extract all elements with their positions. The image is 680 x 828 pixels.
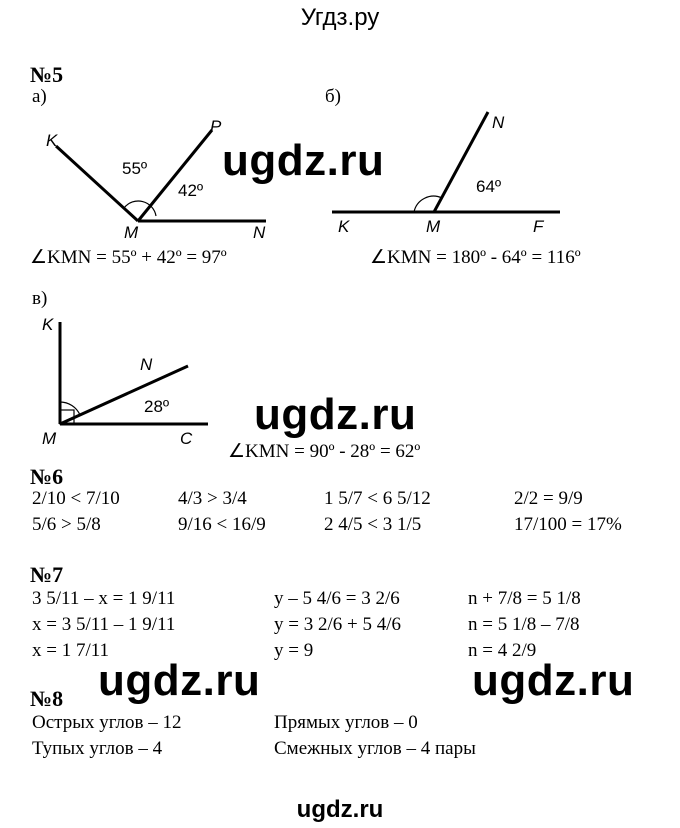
angle-nmc: 28º: [144, 397, 170, 416]
n8-item: Тупых углов – 4: [32, 738, 163, 759]
n7-line: n = 5 1/8 – 7/8: [468, 614, 580, 635]
n6-item: 5/6 > 5/8: [32, 514, 101, 535]
n7-line: n + 7/8 = 5 1/8: [468, 588, 581, 609]
watermark: ugdz.ru: [222, 136, 385, 185]
equation-v: ∠KMN = 90º - 28º = 62º: [228, 441, 421, 462]
n7-line: n = 4 2/9: [468, 640, 537, 661]
part-v-label: в): [32, 288, 48, 309]
ray-mk: [56, 146, 138, 221]
watermark: ugdz.ru: [472, 656, 635, 705]
point-k: K: [338, 217, 350, 236]
n7-line: y = 3 2/6 + 5 4/6: [274, 614, 401, 635]
n7-line: 3 5/11 – x = 1 9/11: [32, 588, 176, 609]
point-m: M: [42, 429, 57, 448]
n8-item: Прямых углов – 0: [274, 712, 418, 733]
n6-item: 9/16 < 16/9: [178, 514, 266, 535]
point-m: M: [426, 217, 441, 236]
ray-mp: [138, 130, 212, 221]
angle-pmn: 42º: [178, 181, 204, 200]
n6-item: 1 5/7 < 6 5/12: [324, 488, 431, 509]
task-5-title: №5: [30, 62, 64, 87]
task-7-title: №7: [30, 562, 64, 587]
equation-a: ∠KMN = 55º + 42º = 97º: [30, 247, 227, 268]
ray-mn: [434, 112, 488, 212]
watermark: ugdz.ru: [254, 390, 417, 439]
equation-b: ∠KMN = 180º - 64º = 116º: [370, 247, 581, 268]
angle-kmp: 55º: [122, 159, 148, 178]
point-k: K: [42, 315, 54, 334]
part-a-label: а): [32, 86, 47, 107]
watermark: ugdz.ru: [98, 656, 261, 705]
n6-item: 17/100 = 17%: [514, 514, 622, 535]
point-f: F: [533, 217, 544, 236]
task-8-title: №8: [30, 686, 64, 711]
n8-item: Острых углов – 12: [32, 712, 182, 733]
footer-site: ugdz.ru: [296, 796, 384, 823]
point-m: M: [124, 223, 139, 242]
angle-arc: [60, 402, 80, 415]
n7-line: y – 5 4/6 = 3 2/6: [274, 588, 400, 609]
n6-item: 2 4/5 < 3 1/5: [324, 514, 422, 535]
task-6-title: №6: [30, 464, 64, 489]
n6-item: 2/10 < 7/10: [32, 488, 120, 509]
figure-v: [38, 314, 218, 454]
site-title: Угдз.ру: [300, 4, 380, 31]
point-n: N: [492, 113, 505, 132]
n7-line: x = 1 7/11: [32, 640, 110, 661]
point-c: C: [180, 429, 193, 448]
angle-nmf: 64º: [476, 177, 502, 196]
n6-item: 2/2 = 9/9: [514, 488, 583, 509]
point-n: N: [140, 355, 153, 374]
point-n: N: [253, 223, 266, 242]
n7-line: x = 3 5/11 – 1 9/11: [32, 614, 176, 635]
n8-item: Смежных углов – 4 пары: [274, 738, 476, 759]
n7-line: y = 9: [274, 640, 314, 661]
point-k: K: [46, 131, 58, 150]
n6-item: 4/3 > 3/4: [178, 488, 247, 509]
point-p: P: [210, 117, 222, 136]
part-b-label: б): [325, 86, 341, 107]
